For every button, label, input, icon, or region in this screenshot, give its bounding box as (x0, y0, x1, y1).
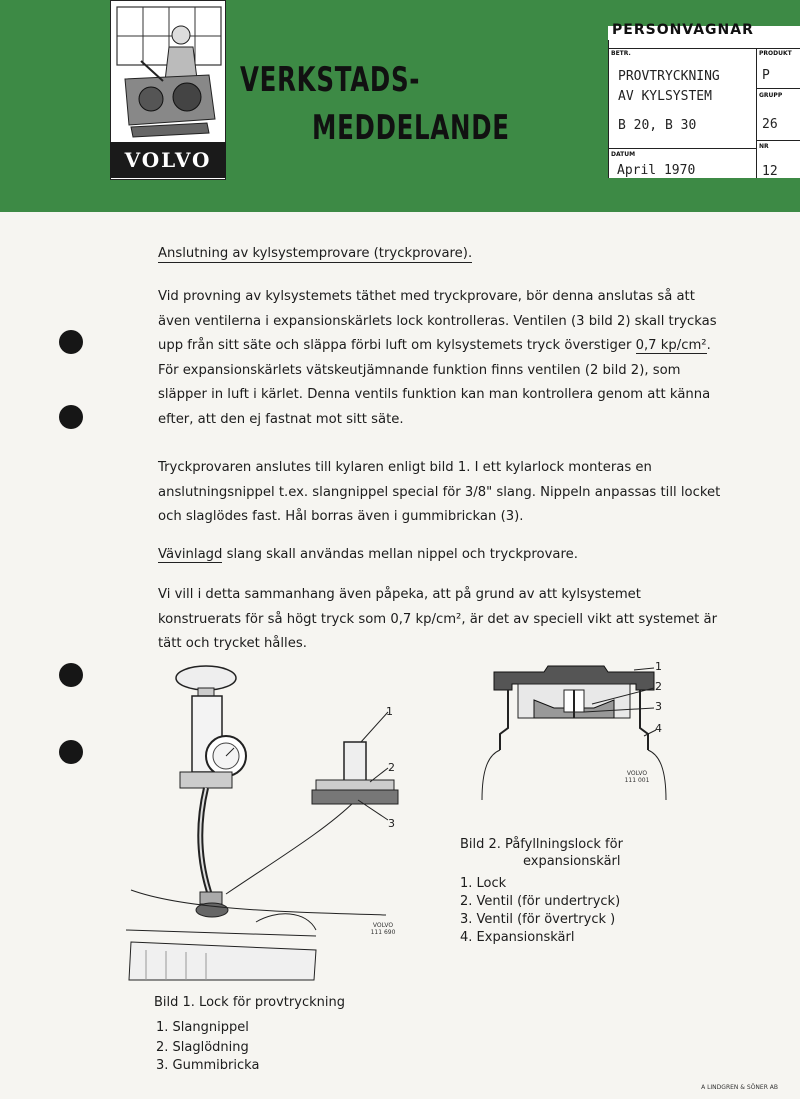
volvo-logo: VOLVO (110, 142, 226, 178)
grupp-label: GRUPP (759, 92, 783, 99)
fig2-stamp-line: 111 001 (624, 777, 650, 784)
fig1-callout: 1 (386, 705, 393, 718)
info-divider (756, 48, 757, 178)
info-divider (608, 148, 756, 149)
produkt-label: PRODUKT (759, 50, 792, 57)
paragraph-3 (158, 543, 728, 568)
datum-label: DATUM (611, 151, 636, 158)
fig2-caption-1: Bild 2. Påfyllningslock för (460, 837, 623, 852)
info-divider (608, 40, 609, 178)
fig1-callout: 3 (388, 817, 395, 830)
fig2-item: 4. Expansionskärl (460, 930, 575, 945)
paragraph-1-text-b: . För expansionskärlets vätskeutjämnande funktion finns ventilen (2 bild 2), som släpper in luft i kärlet. Denna ventils funktion kan man kontrollera genom att känna efter, att den ej fastnat mot sitt säte. (158, 338, 711, 427)
fig2-caption-2: expansionskärl (523, 854, 621, 869)
paragraph-3-underlined: Vävinlagd (158, 547, 223, 562)
info-divider (756, 88, 800, 89)
title-line-2: MEDDELANDE (312, 108, 510, 148)
category-label: PERSONVAGNAR (612, 22, 754, 38)
produkt-value: P (762, 68, 770, 83)
fig1-item: 1. Slangnippel (156, 1020, 249, 1035)
fig1-item: 2. Slaglödning (156, 1040, 249, 1055)
binder-hole (59, 330, 83, 354)
grupp-value: 26 (762, 117, 778, 132)
fig1-stamp (366, 922, 400, 936)
betr-value-1: PROVTRYCKNING (618, 69, 720, 84)
betr-value-3: B 20, B 30 (618, 118, 697, 133)
fig2-stamp (620, 770, 654, 784)
info-divider (608, 48, 800, 49)
datum-value: April 1970 (617, 163, 696, 178)
fig2-callout: 3 (655, 700, 662, 713)
fig2-callout: 4 (655, 722, 662, 735)
paragraph-4: Vi vill i detta sammanhang även påpeka, att på grund av att kylsystemet konstruerats för så högt tryck som 0,7 kp/cm², är det av speciell vikt att systemet är tätt och trycket hålles. (158, 587, 717, 651)
fig2-item: 3. Ventil (för övertryck ) (460, 912, 616, 927)
nr-label: NR (759, 143, 769, 150)
binder-hole (59, 663, 83, 687)
fig2-item: 1. Lock (460, 876, 507, 891)
paragraph-1 (158, 285, 728, 432)
betr-value-2: AV KYLSYSTEM (618, 89, 712, 104)
pressure-value: 0,7 kp/cm² (635, 338, 707, 353)
figure-1-drawing (126, 660, 426, 985)
section-heading: Anslutning av kylsystemprovare (tryckprovare). (158, 246, 473, 261)
fig2-item: 2. Ventil (för undertryck) (460, 894, 621, 909)
paragraph-3-text: slang skall användas mellan nippel och tryckprovare. (222, 547, 578, 562)
fig2-stamp-line: VOLVO (626, 770, 648, 777)
binder-hole (59, 740, 83, 764)
fig1-caption: Bild 1. Lock för provtryckning (154, 995, 345, 1010)
fig2-callout: 2 (655, 680, 662, 693)
betr-label: BETR. (611, 50, 631, 57)
printer-credit: A LINDGREN & SÖNER AB (701, 1084, 778, 1091)
binder-hole (59, 405, 83, 429)
info-divider (756, 140, 800, 141)
paragraph-1-text-a: Vid provning av kylsystemets täthet med tryckprovare, bör denna anslutas så att även ventilerna i expansionskärlets lock kontrolleras. Ventilen (3 bild 2) skall tryckas upp från sitt säte och släppa förbi luft om kylsystemets tryck överstiger (158, 289, 717, 353)
fig1-item: 3. Gummibricka (156, 1058, 260, 1073)
fig1-stamp-line: 111 690 (370, 929, 396, 936)
paragraph-2: Tryckprovaren anslutes till kylaren enligt bild 1. I ett kylarlock monteras en anslutningsnippel t.ex. slangnippel special för 3/8" slang. Nippeln anpassas till locket och slaglödes fast. Hål borras även i gummibrickan (3). (158, 460, 721, 524)
nr-value: 12 (762, 164, 778, 179)
fig1-callout: 2 (388, 761, 395, 774)
fig1-stamp-line: VOLVO (372, 922, 394, 929)
title-line-1: VERKSTADS- (240, 60, 421, 100)
fig2-callout: 1 (655, 660, 662, 673)
